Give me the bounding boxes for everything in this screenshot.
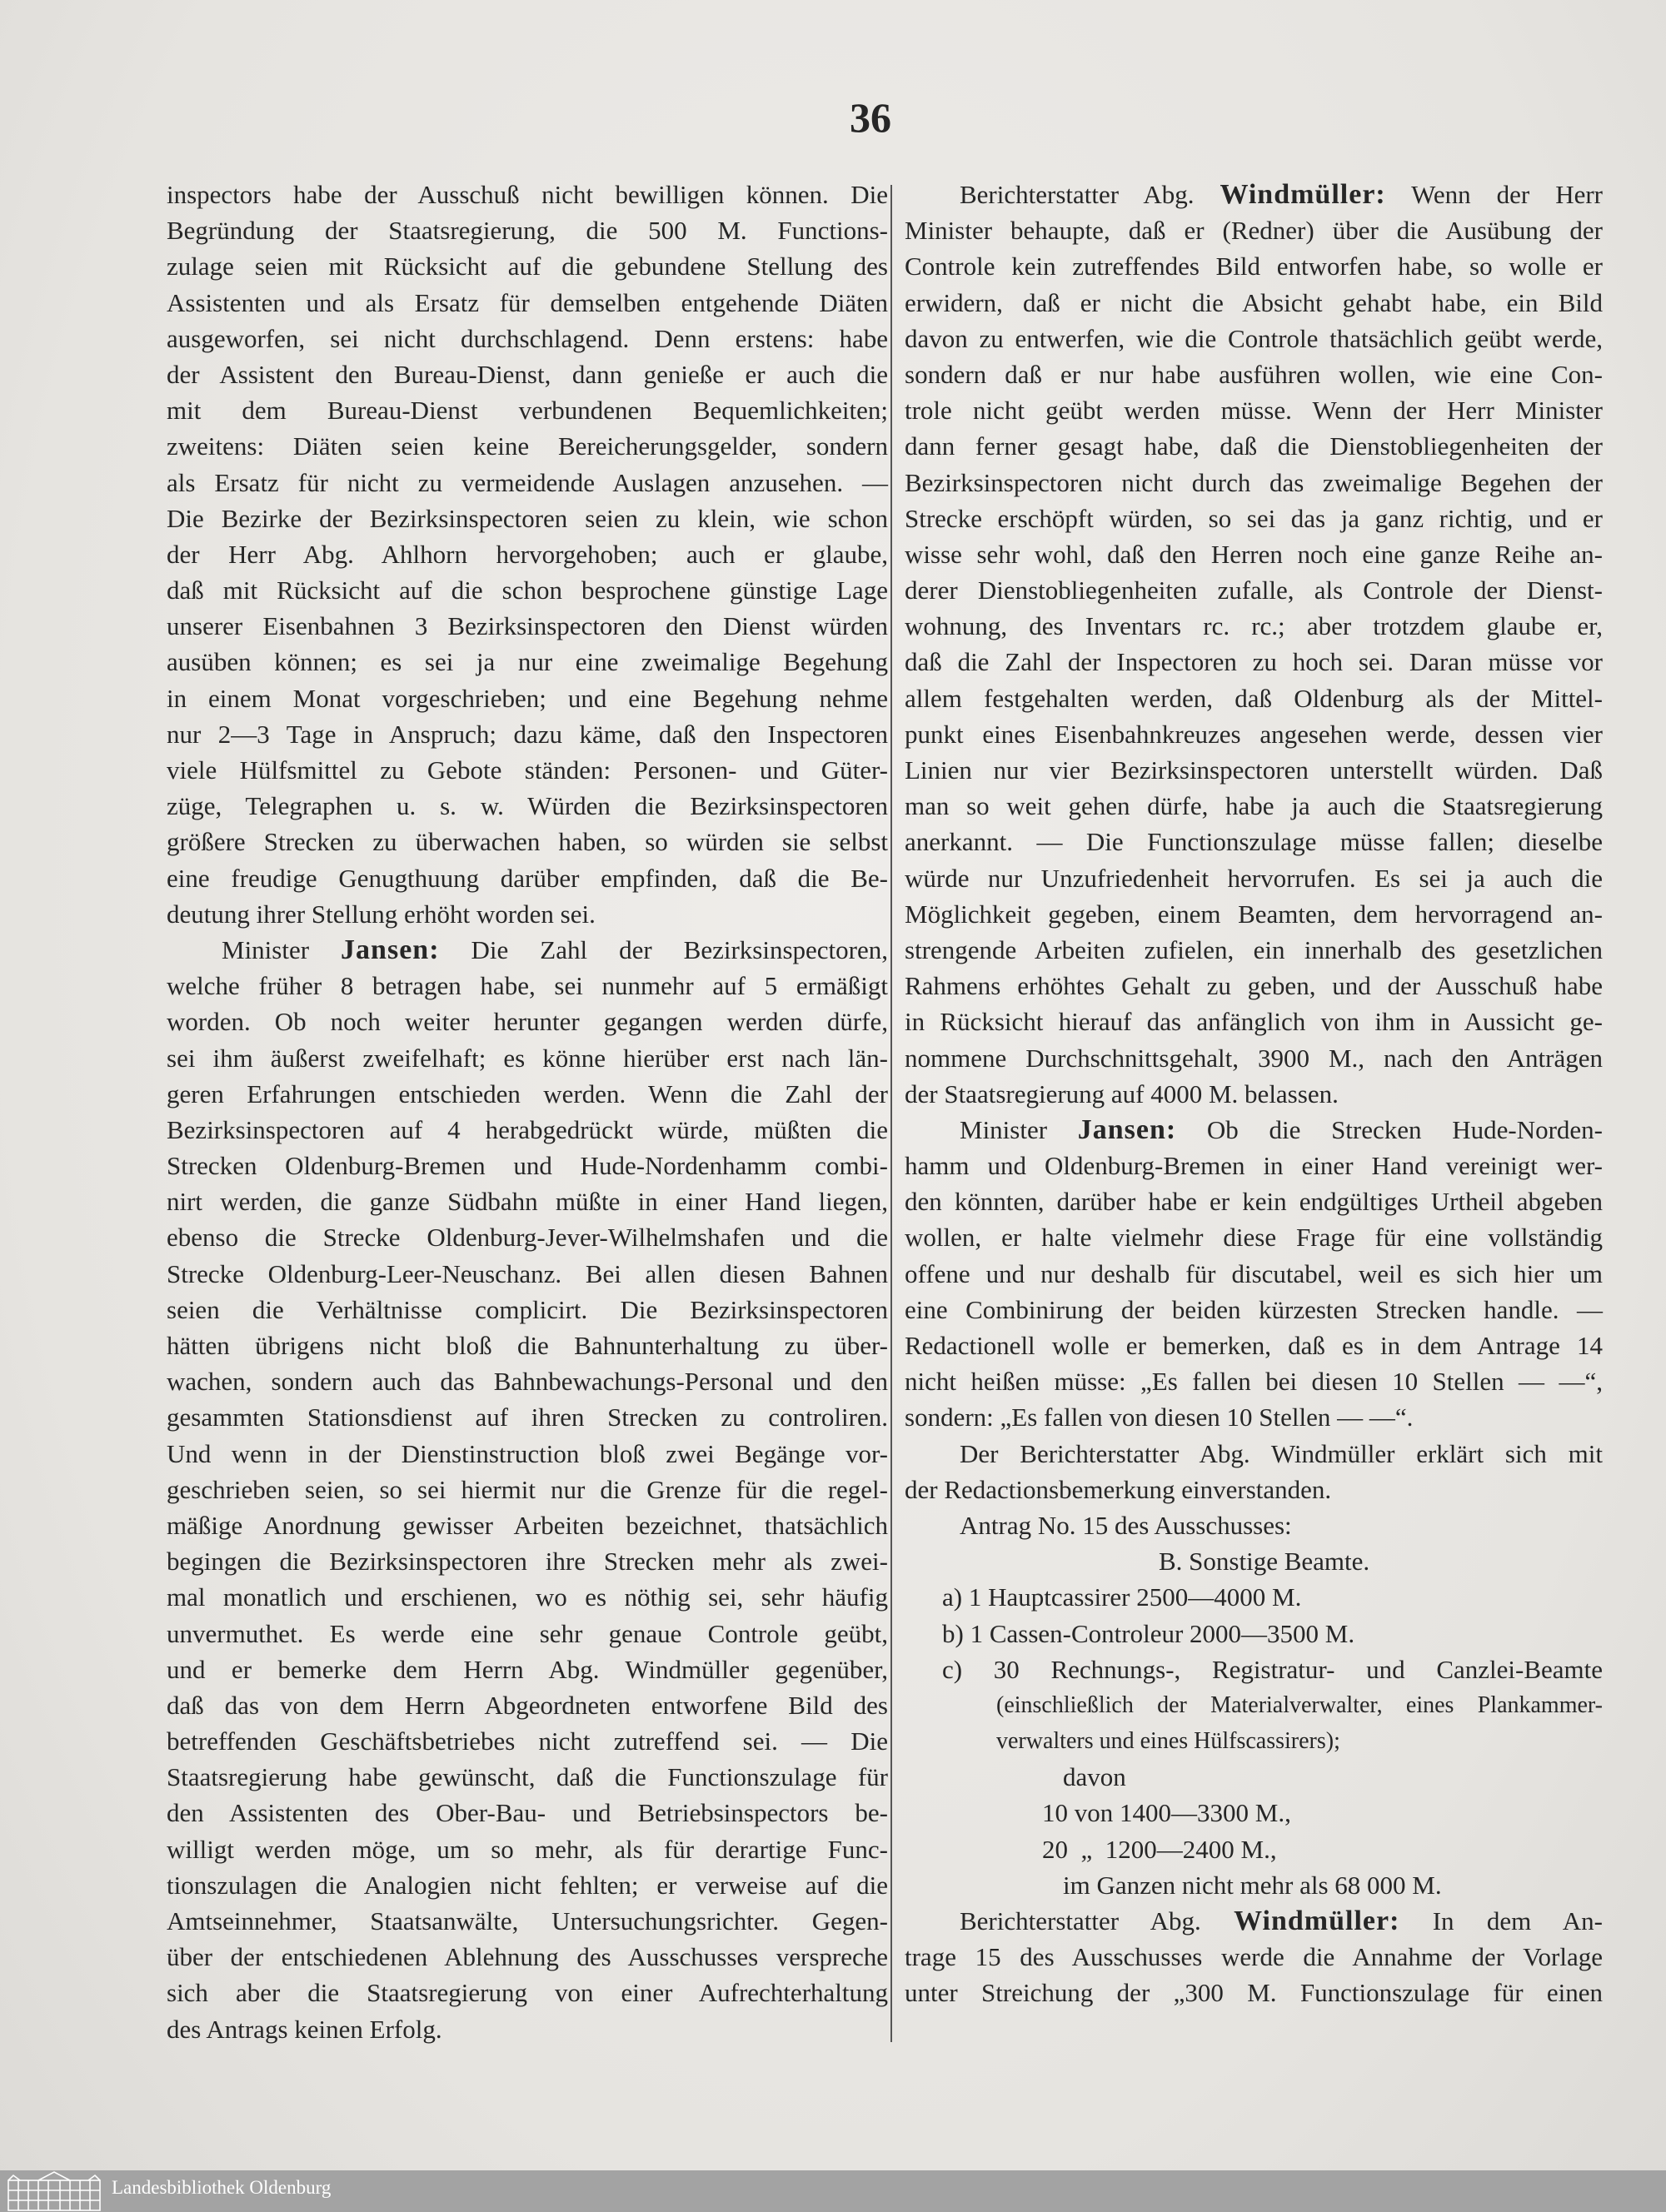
text-line: ausüben können; es sei ja nur eine zweimalige Begehung [167,647,888,677]
text-line: allem festgehalten werden, daß Oldenburg als der Mittel- [905,683,1603,713]
text-line: worden. Ob noch weiter herunter gegangen werden dürfe, [167,1007,888,1037]
text-line: geschrieben seien, so sei hiermit nur die Grenze für die regel- [167,1474,888,1504]
speaker-name: Jansen: [341,934,440,965]
text-line: mit dem Bureau-Dienst verbundenen Bequemlichkeiten; [167,396,888,426]
text-line: erwidern, daß er nicht die Absicht gehabt habe, ein Bild [905,287,1603,317]
text-segment: Minister [960,1114,1078,1144]
text-line: wisse sehr wohl, daß den Herren noch eine ganze Reihe an- [905,539,1603,569]
text-line: Controle kein zutreffendes Bild entworfen habe, so wolle er [905,252,1603,281]
motion-heading: B. Sonstige Beamte. [1159,1547,1370,1577]
text-line: sei ihm äußerst zweifelhaft; es könne hierüber erst nach län- [167,1043,888,1073]
speaker-name: Jansen: [1077,1113,1177,1145]
text-line: strengende Arbeiten zufielen, ein innerhalb des gesetzlichen [905,934,1603,964]
text-line: Antrag No. 15 des Ausschusses: [960,1510,1292,1540]
text-line: sondern: „Es fallen von diesen 10 Stellen — —“. [905,1402,1414,1432]
text-line: davon zu entwerfen, wie die Controle thatsächlich geübt werde, [905,323,1603,353]
text-line: gesammten Stationsdienst auf ihren Strecken zu controliren. [167,1402,888,1432]
text-line: nur 2—3 Tage in Anspruch; dazu käme, daß den Inspectoren [167,719,888,749]
text-line: Strecken Oldenburg-Bremen und Hude-Nordenhamm combi- [167,1151,888,1181]
motion-item-a: a) 1 Hauptcassirer 2500—4000 M. [942,1582,1302,1612]
text-line: des Antrags keinen Erfolg. [167,2014,442,2044]
text-line: als Ersatz für nicht zu vermeidende Auslagen anzusehen. — [167,467,888,497]
text-line: seien die Verhältnisse complicirt. Die Bezirksinspectoren [167,1294,888,1324]
library-building-logo-icon [5,2170,103,2212]
text-line: mal monatlich und erschienen, wo es nöthig sei, sehr häufig [167,1582,888,1612]
paragraph [905,1436,1603,1507]
text-line: in einem Monat vorgeschrieben; und eine Begehung nehme [167,683,888,713]
text-line: der Herr Abg. Ahlhorn hervorgehoben; auch er glaube, [167,539,888,569]
text-line: den Assistenten des Ober-Bau- und Betriebsinspectors be- [167,1798,888,1828]
text-line: und er bemerke dem Herrn Abg. Windmüller gegenüber, [167,1654,888,1684]
text-line: deutung ihrer Stellung erhöht worden sei. [167,899,596,929]
paragraph [167,177,888,932]
text-line: zweitens: Diäten seien keine Bereicherungsgelder, sondern [167,431,888,461]
text-line: Staatsregierung habe gewünscht, daß die Functionszulage für [167,1762,888,1792]
text-line: trage 15 des Ausschusses werde die Annahme der Vorlage [905,1942,1603,1972]
text-line: willigt werden möge, um so mehr, als für derartige Func- [167,1834,888,1864]
paragraph [905,177,1603,1112]
text-line: zulage seien mit Rücksicht auf die gebundene Stellung des [167,252,888,281]
text-line: nommene Durchschnittsgehalt, 3900 M., nach den Anträgen [905,1043,1603,1073]
text-line: dann ferner gesagt habe, daß die Dienstobliegenheiten der [905,431,1603,461]
right-column [905,177,1603,2011]
text-line: Minister behaupte, daß er (Redner) über die Ausübung der [905,216,1603,246]
library-name: Landesbibliothek Oldenburg [112,2177,332,2198]
motion-total: im Ganzen nicht mehr als 68 000 M. [1063,1870,1442,1900]
text-line: geren Erfahrungen entschieden werden. Wenn die Zahl der [167,1079,888,1108]
text-line [905,1112,1603,1148]
motion-15-list [905,1543,1603,1903]
text-line: Redactionell wolle er bemerken, daß es in dem Antrage 14 [905,1331,1603,1360]
final-paragraph [905,1903,1603,2011]
text-line: Strecke Oldenburg-Leer-Neuschanz. Bei allen diesen Bahnen [167,1258,888,1288]
text-line: Begründung der Staatsregierung, die 500 M. Functions- [167,216,888,246]
text-line: ebenso die Strecke Oldenburg-Jever-Wilhelmshafen und die [167,1223,888,1253]
text-line: anerkannt. — Die Functionszulage müsse fallen; dieselbe [905,827,1603,857]
text-line: betreffenden Geschäftsbetriebes nicht zutreffend sei. — Die [167,1726,888,1756]
text-line: inspectors habe der Ausschuß nicht bewilligen können. Die [167,180,888,209]
text-line: ausgeworfen, sei nicht durchschlagend. Denn erstens: habe [167,323,888,353]
text-line: der Assistent den Bureau-Dienst, dann genieße er auch die [167,359,888,389]
text-line: Amtseinnehmer, Staatsanwälte, Untersuchungsrichter. Gegen- [167,1906,888,1936]
text-line [905,1903,1603,1939]
text-line: Der Berichterstatter Abg. Windmüller erklärt sich mit [960,1438,1603,1468]
text-segment: Die Zahl der Bezirksinspectoren, [439,934,888,964]
text-segment: Ob die Strecken Hude-Norden- [1176,1114,1603,1144]
text-line: trole nicht geübt werden müsse. Wenn der Herr Minister [905,396,1603,426]
speaker-name: Windmüller: [1220,179,1386,210]
text-line: in Rücksicht hierauf das anfänglich von ihm in Aussicht ge- [905,1007,1603,1037]
text-segment: In dem An- [1399,1906,1603,1936]
text-line: der Redactionsbemerkung einverstanden. [905,1474,1332,1504]
text-line: derer Dienstobliegenheiten zufalle, als Controle der Dienst- [905,575,1603,605]
motion-item-c: c) 30 Rechnungs-, Registratur- und Canzlei-Beamte [942,1654,1603,1684]
text-line: daß das von dem Herrn Abgeordneten entworfene Bild des [167,1690,888,1720]
paragraph [905,1112,1603,1436]
text-line: würde nur Unzufriedenheit hervorrufen. Es sei ja auch die [905,863,1603,893]
text-line: hätten übrigens nicht bloß die Bahnunterhaltung zu über- [167,1331,888,1360]
text-line: Strecke erschöpft würden, so sei das ja ganz richtig, und er [905,503,1603,533]
text-line: größere Strecken zu überwachen haben, so würden sie selbst [167,827,888,857]
motion-subitem: 20 „ 1200—2400 M., [1042,1834,1277,1864]
paragraph [905,1507,1603,1543]
text-line: züge, Telegraphen u. s. w. Würden die Bezirksinspectoren [167,791,888,821]
text-line: viele Hülfsmittel zu Gebote ständen: Personen- und Güter- [167,755,888,785]
text-line: unvermuthet. Es werde eine sehr genaue Controle geübt, [167,1618,888,1648]
text-line: offene und nur deshalb für discutabel, weil es sich hier um [905,1258,1603,1288]
text-line: der Staatsregierung auf 4000 M. belassen. [905,1079,1339,1108]
text-segment: Berichterstatter Abg. [960,1906,1235,1936]
library-footer-bar [0,2170,1666,2212]
text-line: daß die Zahl der Inspectoren zu hoch sei. Daran müsse vor [905,647,1603,677]
text-line: Linien nur vier Bezirksinspectoren unterstellt würden. Daß [905,755,1603,785]
text-line: hamm und Oldenburg-Bremen in einer Hand vereinigt wer- [905,1151,1603,1181]
text-segment: Minister [222,934,342,964]
text-line: den könnten, darüber habe er kein endgültiges Urtheil abgeben [905,1187,1603,1217]
motion-subitem: 10 von 1400—3300 M., [1042,1798,1291,1828]
text-line: Und wenn in der Dienstinstruction bloß zwei Begänge vor- [167,1438,888,1468]
text-segment: Berichterstatter Abg. [960,180,1220,209]
motion-item-b: b) 1 Cassen-Controleur 2000—3500 M. [942,1618,1355,1648]
text-line: Die Bezirke der Bezirksinspectoren seien zu klein, wie schon [167,503,888,533]
text-line: punkt eines Eisenbahnkreuzes angesehen werde, dessen vier [905,719,1603,749]
text-line: sich aber die Staatsregierung von einer Aufrechterhaltung [167,1978,888,2008]
text-line: Bezirksinspectoren nicht durch das zweimalige Begehen der [905,467,1603,497]
text-line: nirt werden, die ganze Südbahn müßte in einer Hand liegen, [167,1187,888,1217]
text-line: daß mit Rücksicht auf die schon besprochene günstige Lage [167,575,888,605]
text-line: mäßige Anordnung gewisser Arbeiten bezeichnet, thatsächlich [167,1510,888,1540]
motion-davon: davon [1063,1762,1126,1792]
text-line: nicht heißen müsse: „Es fallen bei diesen 10 Stellen — —“, [905,1367,1603,1397]
text-line: man so weit gehen dürfe, habe ja auch die Staatsregierung [905,791,1603,821]
text-segment: Wenn der Herr [1385,180,1604,209]
text-line: tionszulagen die Analogien nicht fehlten; er verweise auf die [167,1870,888,1900]
text-line: wollen, er halte vielmehr diese Frage für eine vollständig [905,1223,1603,1253]
right-paragraphs [905,177,1603,1543]
text-line: Assistenten und als Ersatz für demselben entgehende Diäten [167,287,888,317]
text-line: über der entschiedenen Ablehnung des Ausschusses verspreche [167,1942,888,1972]
text-line: eine Combinirung der beiden kürzesten Strecken handle. — [905,1294,1603,1324]
motion-item-c-note: verwalters und eines Hülfscassirers); [996,1728,1340,1755]
text-line [167,932,888,968]
left-column [167,177,888,2047]
text-line: unter Streichung der „300 M. Functionszulage für einen [905,1978,1603,2008]
text-line: Möglichkeit gegeben, einem Beamten, dem hervorragend an- [905,899,1603,929]
text-line [905,177,1603,212]
paragraph [905,1903,1603,2011]
text-line: eine freudige Genugthuung darüber empfinden, daß die Be- [167,863,888,893]
paragraph [167,932,888,2047]
text-line: unserer Eisenbahnen 3 Bezirksinspectoren den Dienst würden [167,611,888,641]
page-number: 36 [850,94,891,141]
text-line: wohnung, des Inventars rc. rc.; aber trotzdem glaube er, [905,611,1603,641]
text-line: wachen, sondern auch das Bahnbewachungs-Personal und den [167,1367,888,1397]
text-line: begingen die Bezirksinspectoren ihre Strecken mehr als zwei- [167,1547,888,1577]
text-line: Rahmens erhöhtes Gehalt zu geben, und der Ausschuß habe [905,971,1603,1001]
text-line: sondern daß er nur habe ausführen wollen, wie eine Con- [905,359,1603,389]
text-line: Bezirksinspectoren auf 4 herabgedrückt würde, müßten die [167,1114,888,1144]
text-line: welche früher 8 betragen habe, sei nunmehr auf 5 ermäßigt [167,971,888,1001]
motion-item-c-note: (einschließlich der Materialverwalter, eines Plankammer- [996,1691,1603,1718]
column-divider [890,185,892,2042]
speaker-name: Windmüller: [1234,1906,1400,1936]
